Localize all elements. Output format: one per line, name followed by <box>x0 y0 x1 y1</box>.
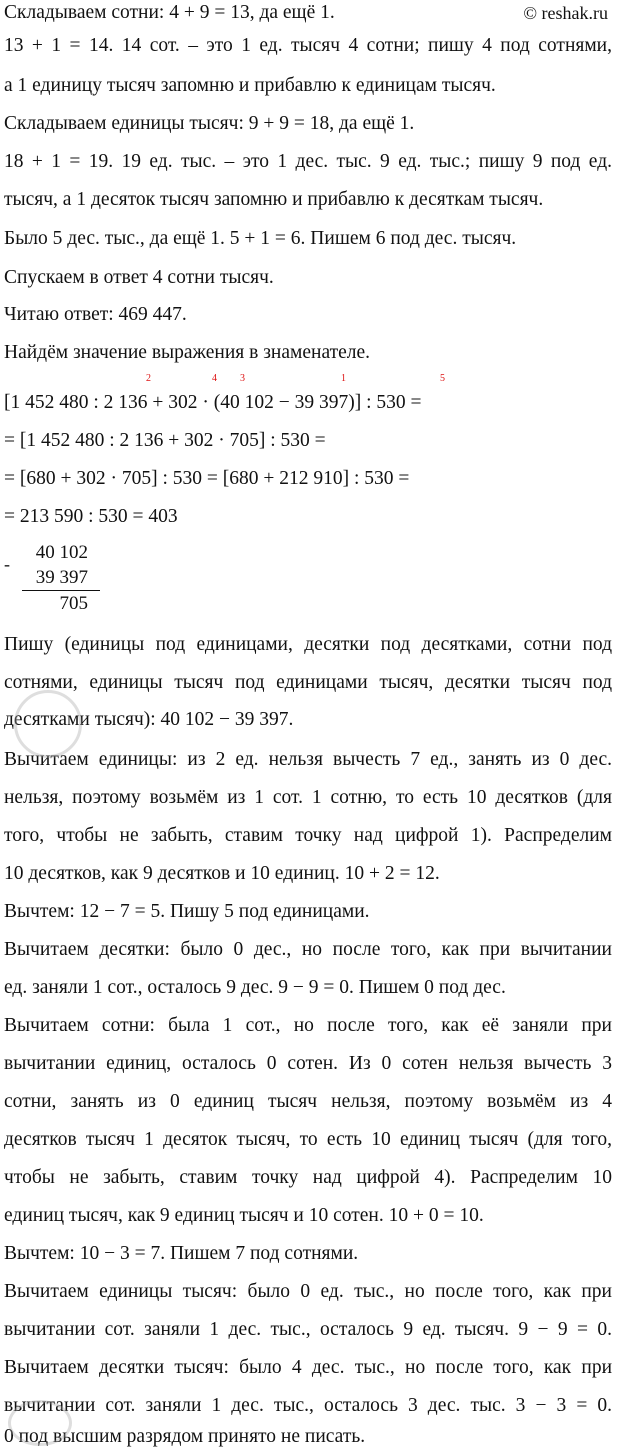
text-line: Спускаем в ответ 4 сотни тысяч. <box>4 267 274 288</box>
minus-sign: - <box>4 554 10 574</box>
order-mark: 1 <box>341 373 346 384</box>
text-line: Было 5 дес. тыс., да ещё 1. 5 + 1 = 6. Пишем 6 под дес. тысяч. <box>4 228 517 249</box>
text-line: 18 + 1 = 19. 19 ед. тыс. – это 1 дес. тыс. 9 ед. тыс.; пишу 9 под ед. <box>4 151 612 172</box>
copyright-stamp-icon <box>8 1400 72 1446</box>
text-line: Вычтем: 12 − 7 = 5. Пишу 5 под единицами. <box>4 901 370 922</box>
text-line: тысяч, а 1 десяток тысяч запомню и прибавлю к десяткам тысяч. <box>4 189 544 210</box>
order-mark: 4 <box>212 373 217 384</box>
order-mark: 5 <box>440 373 445 384</box>
text-line: вычитании сот. заняли 1 дес. тыс., осталось 3 дес. тыс. 3 − 3 = 0. <box>4 1395 612 1416</box>
order-mark: 3 <box>240 373 245 384</box>
text-line: Вычитаем десятки тысяч: было 4 дес. тыс., но после того, как при <box>4 1357 612 1378</box>
text-line: вычитании сот. заняли 1 дес. тыс., осталось 9 ед. тысяч. 9 − 9 = 0. <box>4 1319 612 1340</box>
expression-step: = [1 452 480 : 2 136 + 302 · 705] : 530 = <box>4 430 326 451</box>
text-line: ед. заняли 1 сот., осталось 9 дес. 9 − 9 = 0. Пишем 0 под дес. <box>4 977 506 998</box>
text-line: Вычитаем сотни: была 1 сот., но после того, как её заняли при <box>4 1015 612 1036</box>
order-mark: 2 <box>146 373 151 384</box>
text-line: 13 + 1 = 14. 14 сот. – это 1 ед. тысяч 4 сотни; пишу 4 под сотнями, <box>4 35 612 56</box>
text-line: сотни, занять из 0 единиц тысяч нельзя, поэтому возьмём из 4 <box>4 1091 612 1112</box>
minuend: 40 102 <box>35 542 88 563</box>
difference: 705 <box>59 593 88 614</box>
text-line: 0 под высшим разрядом принято не писать. <box>4 1426 366 1447</box>
site-watermark: © reshak.ru <box>523 3 608 23</box>
text-line: Найдём значение выражения в знаменателе. <box>4 342 371 363</box>
expression-step: = [680 + 302 · 705] : 530 = [680 + 212 910] : 530 = <box>4 468 410 489</box>
text-line: Вычитаем единицы: из 2 ед. нельзя вычесть 7 ед., занять из 0 дес. <box>4 749 612 770</box>
text-line: единиц тысяч, как 9 единиц тысяч и 10 сотен. 10 + 0 = 10. <box>4 1205 484 1226</box>
text-line: Вычтем: 10 − 3 = 7. Пишем 7 под сотнями. <box>4 1243 359 1264</box>
text-line: Складываем единицы тысяч: 9 + 9 = 18, да ещё 1. <box>4 113 415 134</box>
text-line: вычитании единиц, осталось 0 сотен. Из 0 сотен нельзя вычесть 3 <box>4 1053 612 1074</box>
subtrahend: 39 397 <box>35 567 88 588</box>
text-line: 10 десятков, как 9 десятков и 10 единиц. 10 + 2 = 12. <box>4 863 440 884</box>
expression-main: [1 452 480 : 2 136 + 302 · (40 102 − 39 397)] : 530 = <box>4 392 422 413</box>
text-line: Вычитаем единицы тысяч: было 0 ед. тыс., но после того, как при <box>4 1281 612 1302</box>
text-line: Читаю ответ: 469 447. <box>4 304 187 325</box>
text-line: а 1 единицу тысяч запомню и прибавлю к единицам тысяч. <box>4 75 496 96</box>
text-line: нельзя, поэтому возьмём из 1 сот. 1 сотню, то есть 10 десятков (для <box>4 787 612 808</box>
text-line: Вычитаем десятки: было 0 дес., но после того, как при вычитании <box>4 939 612 960</box>
text-line: чтобы не забыть, ставим точку над цифрой 4). Распределим 10 <box>4 1167 612 1188</box>
result-line <box>22 590 100 591</box>
text-line: сотнями, единицы тысяч под единицами тысяч, десятки тысяч под <box>4 672 612 693</box>
copyright-stamp-icon <box>14 690 82 758</box>
text-line: того, чтобы не забыть, ставим точку над цифрой 1). Распределим <box>4 825 612 846</box>
text-line: Пишу (единицы под единицами, десятки под десятками, сотни под <box>4 634 612 655</box>
text-line: Складываем сотни: 4 + 9 = 13, да ещё 1. <box>4 2 335 23</box>
expression-step: = 213 590 : 530 = 403 <box>4 506 178 527</box>
text-line: десятков тысяч 1 десяток тысяч, то есть 10 единиц тысяч (для того, <box>4 1129 612 1150</box>
text-line: десятками тысяч): 40 102 − 39 397. <box>4 709 294 730</box>
